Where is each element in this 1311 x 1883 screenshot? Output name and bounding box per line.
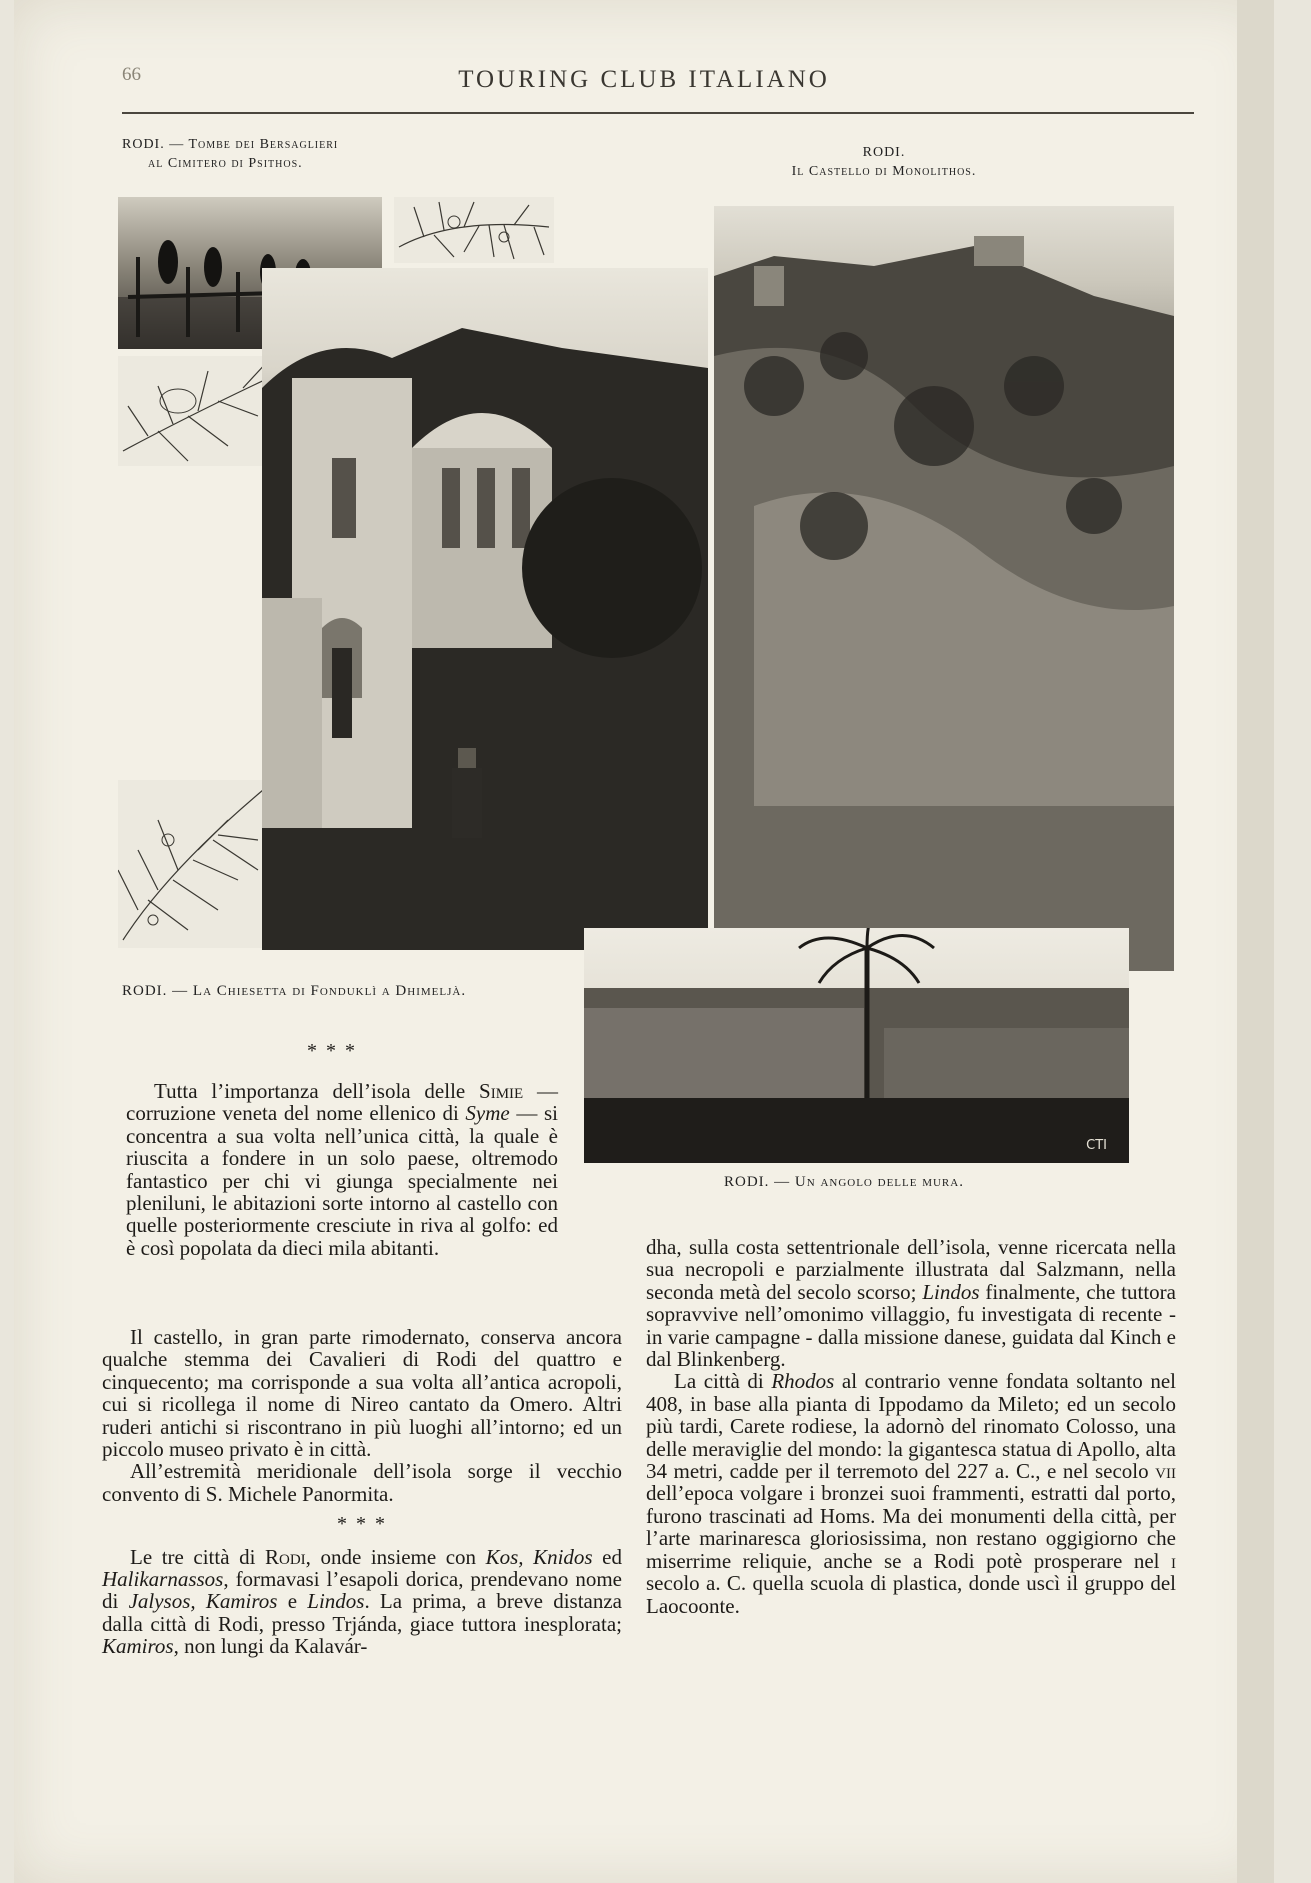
photo-mura-scene — [584, 928, 1129, 1163]
botanical-sketch-3 — [118, 780, 268, 948]
left-column-upper — [126, 1080, 558, 1259]
photographer-monogram: CTI — [1086, 1138, 1107, 1153]
right-column — [646, 1236, 1176, 1617]
pine-needles-icon — [118, 780, 268, 948]
section-separator-1: * * * — [307, 1040, 357, 1062]
paragraph-simie-start: Tutta l’importanza dell’isola delle Simie — corruzione veneta del nome ellenico di Syme — si concentra a sua volta nell’unica città, la quale è riuscita a fondere in un solo paese, oltremodo fantastico per chi vi giunga specialmente nei pleniluni, le abitazioni sorte intorno al castello con quelle posteriormente cresciute in riva al golfo: ed è così popolata da dieci mila abitanti. — [126, 1079, 559, 1260]
paragraph-castello: Il castello, in gran parte rimodernato, conserva ancora qualche stemma dei Cavalieri di Rodi del quattro e cinquecento; ma corrisponde a sua volta all’antica acropoli, cui si ricollega il nome di Nireo cantato da Omero. Altri ruderi antichi si riscontrano in più luoghi all’intorno; ed un piccolo museo privato è in città. — [102, 1325, 622, 1462]
section-separator-2: * * * — [337, 1513, 387, 1536]
botanical-sketch-1 — [394, 197, 554, 263]
photo-castello-scene — [714, 206, 1174, 971]
botanical-sketch-2 — [118, 356, 278, 466]
paragraph-kalavardha: dha, sulla costa settentrionale dell’isola, venne ricercata nella sua necropoli e parzialmente illustrata dal Salzmann, nella seconda metà del secolo scorso; Lindos finalmente, che tuttora sopravvive nell’omonimo villaggio, fu investigata di recente - in varie campagne - dalla missione danese, guidata dal Kinch e dal Blinkenberg. — [646, 1235, 1176, 1372]
header-rule — [122, 112, 1194, 114]
caption-castello-line2: Il Castello di Monolithos. — [791, 164, 977, 179]
photo-chiesetta-scene — [262, 268, 708, 950]
caption-castello — [744, 143, 1024, 181]
caption-tombe — [122, 135, 442, 173]
caption-chiesetta: RODI. — La Chiesetta di Fonduklì a Dhimeljà. — [122, 983, 467, 999]
running-head: TOURING CLUB ITALIANO — [458, 66, 830, 93]
pine-branch-icon — [394, 197, 554, 263]
photo-castello — [714, 206, 1174, 971]
page — [14, 0, 1274, 1883]
caption-castello-line1: RODI. — [862, 145, 906, 160]
pine-cone-icon — [118, 356, 278, 466]
page-edge — [1237, 0, 1274, 1883]
paragraph-tre-citta: Le tre città di Rodi, onde insieme con Kos, Knidos ed Halikarnassos, formavasi l’esapoli dorica, prendevano nome di Jalysos, Kamiros e Lindos. La prima, a breve distanza dalla città di Rodi, presso Trjánda, giace tuttora inesplorata; Kamiros, non lungi da Kalavár- — [102, 1544, 623, 1659]
paragraph-rhodos: La città di Rhodos al contrario venne fondata soltanto nel 408, in base alla pianta di Ippodamo da Mileto; ed un secolo più tardi, Carete rodiese, la adornò del rinomato Colosso, una delle meraviglie del mondo: la gigantesca statua di Apollo, alta 34 metri, cadde per il terremoto del 227 a. C., e nel secolo vii dell’epoca volgare i bronzei suoi frammenti, estratti dal porto, furono trascinati ad Homs. Ma dei monumenti della città, per l’arte marinaresca gloriosissima, non restano oggigiorno che miserrime reliquie, anche se a Rodi potè prosperare nel i secolo a. C. quella scuola di plastica, donde uscì il gruppo del Laocoonte. — [646, 1369, 1176, 1618]
left-column-lower — [102, 1326, 622, 1658]
caption-tombe-line1: RODI. — Tombe dei Bersaglieri — [122, 137, 339, 152]
photo-chiesetta — [262, 268, 708, 950]
caption-tombe-line2: al Cimitero di Psithos. — [148, 156, 303, 171]
photo-mura — [584, 928, 1129, 1163]
paragraph-convento: All’estremità meridionale dell’isola sorge il vecchio convento di S. Michele Panormita. — [102, 1459, 622, 1506]
caption-mura: RODI. — Un angolo delle mura. — [724, 1174, 964, 1190]
page-number: 66 — [122, 64, 141, 85]
